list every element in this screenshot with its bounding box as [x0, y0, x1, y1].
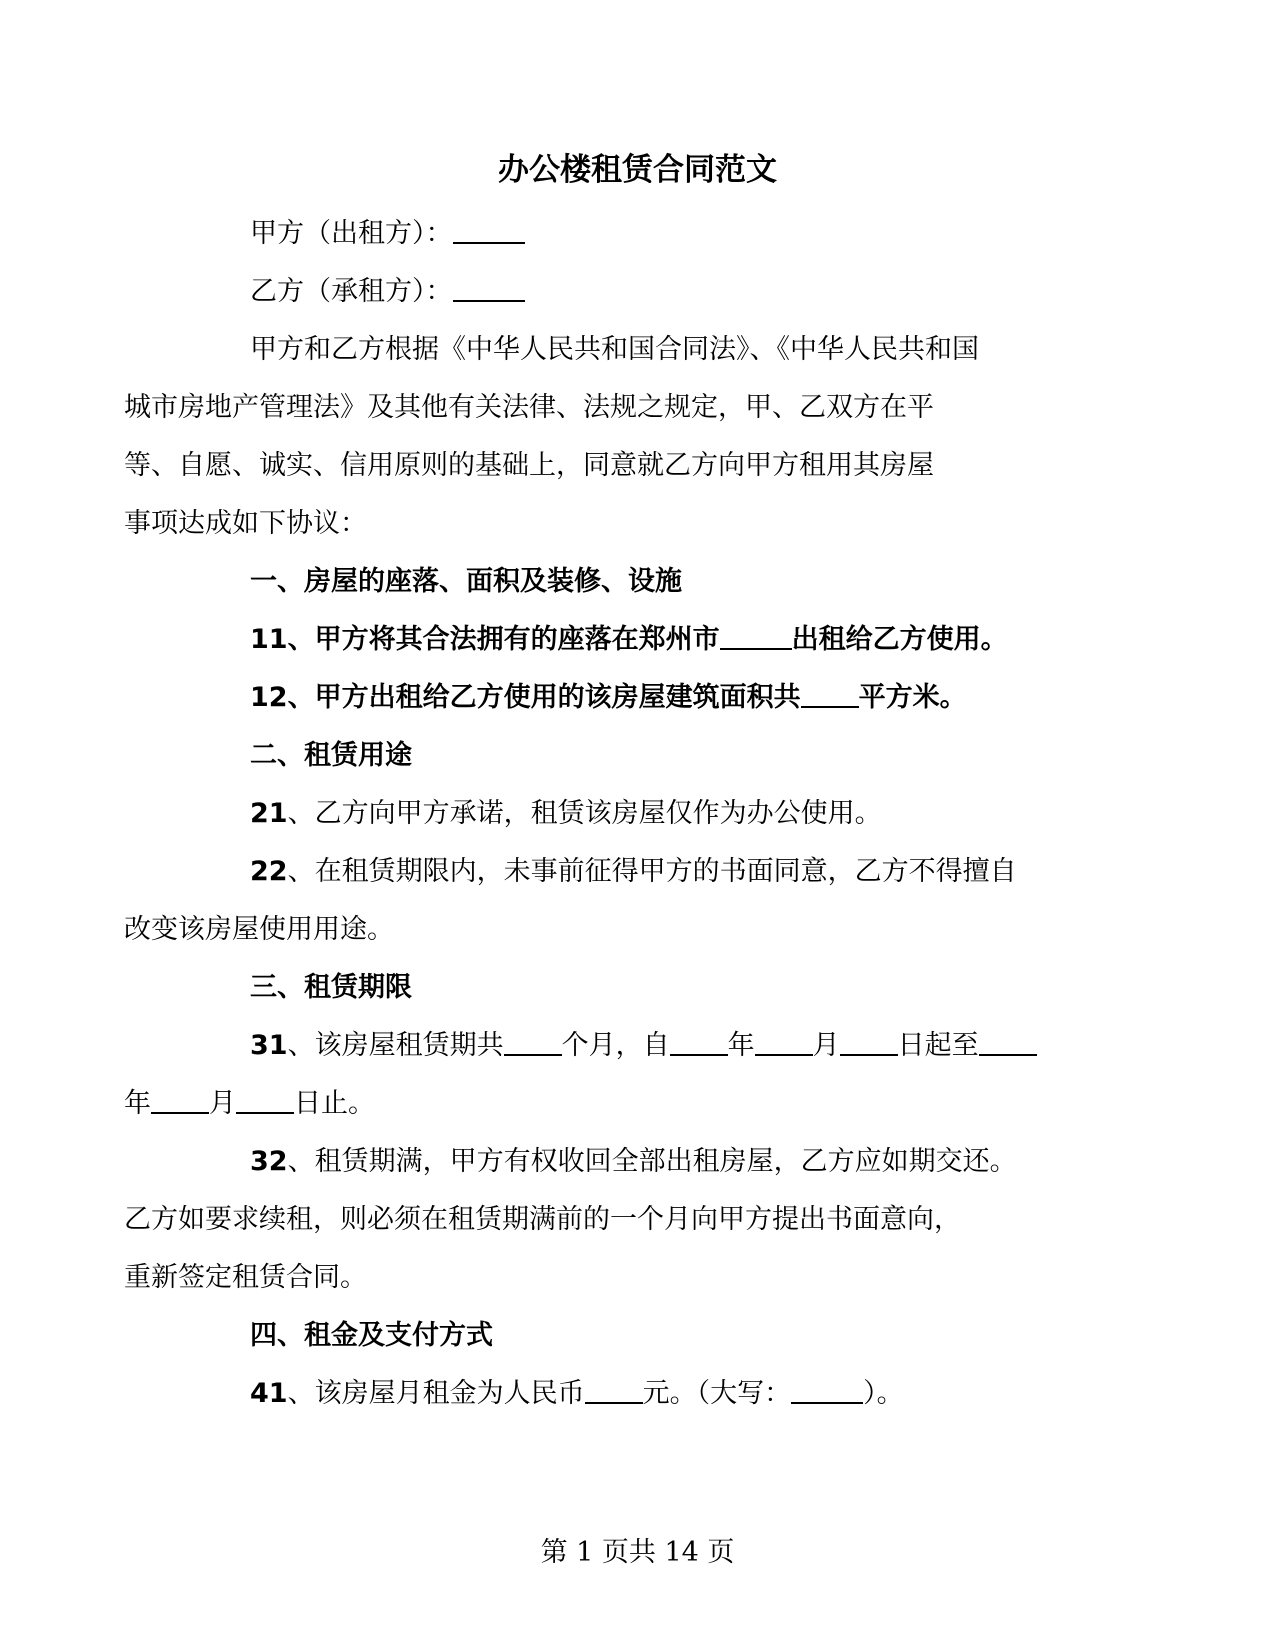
clause-11	[187, 611, 1087, 669]
clause-12-blank	[801, 680, 859, 708]
end-month-blank	[151, 1086, 209, 1114]
intro-line-1: 甲方和乙方根据《中华人民共和国合同法》、《中华人民共和国	[250, 334, 979, 365]
clause-32-number: 32	[250, 1146, 288, 1177]
clause-41-number: 41	[250, 1378, 288, 1409]
end-year-blank	[979, 1028, 1037, 1056]
clause-11-text-b: 出租给乙方使用。	[791, 624, 1008, 655]
intro-line-2: 城市房地产管理法》及其他有关法律、法规之规定，甲、乙双方在平	[124, 392, 934, 423]
clause-12-text-a: 12、甲方出租给乙方使用的该房屋建筑面积共	[250, 682, 801, 713]
clause-31-text-f: 年	[124, 1088, 151, 1119]
clause-31-text-b: 个月，自	[561, 1030, 670, 1061]
clause-41	[187, 1365, 1087, 1423]
clause-12-text-b: 平方米。	[858, 682, 967, 713]
clause-11-blank	[720, 622, 792, 650]
party-b-blank	[453, 274, 525, 302]
rent-uppercase-blank	[791, 1376, 863, 1404]
clause-22-number: 22	[250, 856, 288, 887]
section-3-heading: 三、租赁期限	[250, 972, 412, 1003]
intro-line-3: 等、自愿、诚实、信用原则的基础上，同意就乙方向甲方租用其房屋	[124, 450, 934, 481]
lease-months-blank	[504, 1028, 562, 1056]
clause-32-line-1: 、租赁期满，甲方有权收回全部出租房屋，乙方应如期交还。	[287, 1146, 1017, 1177]
party-a-blank	[453, 216, 525, 244]
clause-22-line-1: 、在租赁期限内，未事前征得甲方的书面同意，乙方不得擅自	[287, 856, 1017, 887]
start-day-blank	[840, 1028, 898, 1056]
rent-amount-blank	[585, 1376, 643, 1404]
party-b-label: 乙方（承租方）：	[250, 276, 453, 307]
clause-12	[187, 669, 1087, 727]
section-2-heading: 二、租赁用途	[250, 740, 412, 771]
end-day-blank	[236, 1086, 294, 1114]
clause-41-text-c: ）。	[863, 1378, 904, 1409]
clause-11-text-a: 11、甲方将其合法拥有的座落在郑州市	[250, 624, 720, 655]
page-number-footer: 第 1 页共 14 页	[540, 1537, 735, 1568]
intro-paragraph	[124, 321, 1087, 553]
section-1-heading: 一、房屋的座落、面积及装修、设施	[250, 566, 682, 597]
clause-31-text-g: 月	[209, 1088, 236, 1119]
clause-32-line-2: 乙方如要求续租，则必须在租赁期满前的一个月向甲方提出书面意向，	[124, 1204, 961, 1235]
clause-31-number: 31	[250, 1030, 288, 1061]
intro-line-4: 事项达成如下协议：	[124, 508, 367, 539]
clause-21-text: 、乙方向甲方承诺，租赁该房屋仅作为办公使用。	[287, 798, 882, 829]
clause-31-text-d: 月	[812, 1030, 840, 1061]
clause-31	[124, 1017, 1087, 1133]
clause-21-number: 21	[250, 798, 288, 829]
clause-32	[124, 1133, 1087, 1307]
clause-31-text-e: 日起至	[897, 1030, 979, 1061]
document-body	[124, 205, 1087, 1423]
clause-31-text-a: 、该房屋租赁期共	[287, 1030, 504, 1061]
section-4-heading: 四、租金及支付方式	[250, 1320, 493, 1351]
party-b-line	[187, 263, 1087, 321]
party-a-line	[187, 205, 1087, 263]
clause-31-text-c: 年	[727, 1030, 755, 1061]
clause-41-text-b: 元。（大写：	[642, 1378, 792, 1409]
clause-32-line-3: 重新签定租赁合同。	[124, 1262, 367, 1293]
clause-22-line-2: 改变该房屋使用用途。	[124, 914, 394, 945]
clause-21	[187, 785, 1087, 843]
document-title: 办公楼租赁合同范文	[498, 152, 777, 188]
clause-22	[124, 843, 1087, 959]
start-month-blank	[755, 1028, 813, 1056]
clause-31-text-h: 日止。	[294, 1088, 375, 1119]
start-year-blank	[670, 1028, 728, 1056]
party-a-label: 甲方（出租方）：	[250, 218, 453, 249]
clause-41-text-a: 、该房屋月租金为人民币	[287, 1378, 585, 1409]
